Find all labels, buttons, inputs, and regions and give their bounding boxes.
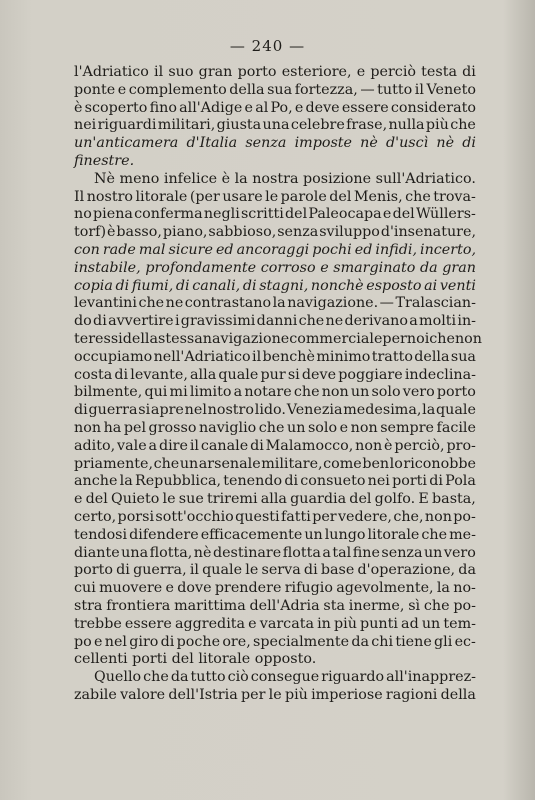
text-line: zabile valore dell'Istria per le più imperiose ragioni della <box>74 686 476 703</box>
text-line: certo, porsi sott'occhio questi fatti per vedere, che, non po- <box>74 508 476 525</box>
text-line: cellenti porti del litorale opposto. <box>74 651 317 668</box>
text-line: ponte e complemento della sua fortezza, — tutto il Veneto <box>74 81 476 98</box>
body-text <box>74 64 482 705</box>
text-line: no piena conferma negli scritti del Paleocapa e del Wüllers- <box>74 206 476 223</box>
text-line: instabile, profondamente corroso e smarginato da gran <box>74 259 476 276</box>
text-line: diante una flotta, nè destinare flotta a tal fine senza un vero <box>74 544 476 561</box>
text-line: copia di fiumi, di canali, di stagni, nonchè esposto ai venti <box>74 277 476 294</box>
text-line: Quello che da tutto ciò consegue riguardo all'inapprez- <box>94 669 476 686</box>
text-line: nei riguardi militari, giusta una celebre frase, nulla più che <box>74 117 476 134</box>
text-line: con rade mal sicure ed ancoraggi pochi ed infidi, incerto, <box>74 241 476 258</box>
text-line: e del Quieto le sue triremi alla guardia del golfo. E basta, <box>74 491 476 508</box>
text-line: po e nel giro di poche ore, specialmente da chi tiene gli ec- <box>74 633 476 650</box>
text-line: stra frontiera marittima dell'Adria sta inerme, sì che po- <box>74 597 476 614</box>
text-line: occupiamo nell'Adriatico il benchè minimo tratto della sua <box>74 348 476 365</box>
text-line: torf) è basso, piano, sabbioso, senza sviluppo d'insenature, <box>74 224 476 241</box>
text-line: Nè meno infelice è la nostra posizione sull'Adriatico. <box>94 170 476 187</box>
text-line: bilmente, qui mi limito a notare che non un solo vero porto <box>74 384 476 401</box>
text-line: anche la Repubblica, tenendo di consueto nei porti di Pola <box>74 473 476 490</box>
text-line: Il nostro litorale (per usare le parole del Menis, che trova- <box>74 188 476 205</box>
text-line: teressi della stessa navigazione commerciale per noi che non <box>74 330 482 347</box>
text-line: cui muovere e dove prendere rifugio agevolmente, la no- <box>74 580 476 597</box>
text-line: di guerra si apre nel nostro lido. Venezia medesima, la quale <box>74 402 476 419</box>
text-line: tendosi difendere efficacemente un lungo litorale che me- <box>74 526 476 543</box>
text-line: porto di guerra, il quale le serva di base d'operazione, da <box>74 562 476 579</box>
text-line: l'Adriatico il suo gran porto esteriore, e perciò testa di <box>74 64 476 80</box>
text-line: trebbe essere aggredita e varcata in più punti ad un tem- <box>74 615 476 632</box>
text-line: adito, vale a dire il canale di Malamocco, non è perciò, pro- <box>74 437 476 454</box>
text-line: un'anticamera d'Italia senza imposte nè d'uscì nè di <box>74 135 476 152</box>
text-line: priamente, che un arsenale militare, come ben lo riconobbe <box>74 455 476 472</box>
text-line: costa di levante, alla quale pur si deve poggiare indeclina- <box>74 366 476 383</box>
page-number: — 240 — <box>229 37 306 55</box>
text-line: è scoperto fino all'Adige e al Po, e deve essere considerato <box>74 99 476 116</box>
text-line: finestre. <box>74 152 135 169</box>
text-line: do di avvertire i gravissimi danni che ne derivano a molti in- <box>74 313 476 330</box>
text-line: non ha pel grosso naviglio che un solo e non sempre facile <box>74 419 476 436</box>
text-line: levantini che ne contrastano la navigazione. — Tralascian- <box>74 295 476 312</box>
